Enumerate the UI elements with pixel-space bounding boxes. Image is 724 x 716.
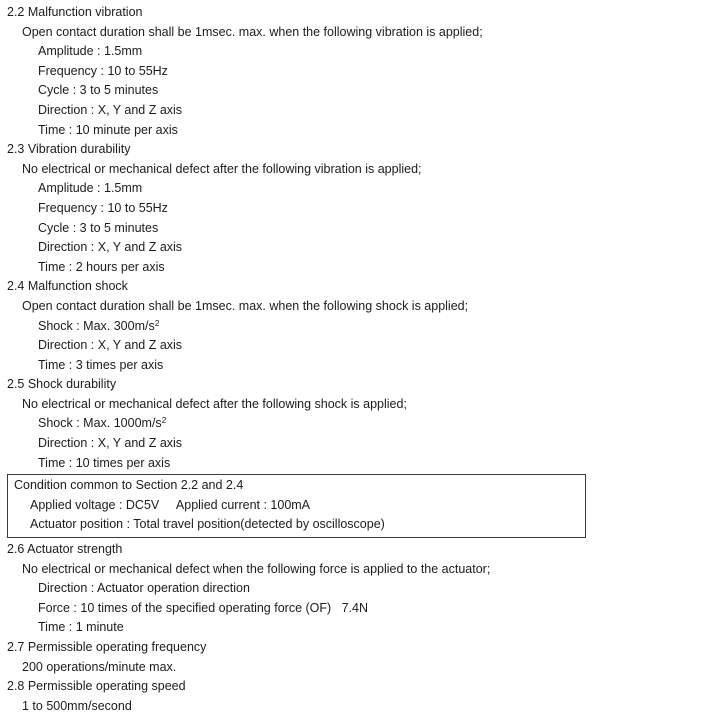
doc-line: 1 to 500mm/second: [22, 698, 132, 713]
condition-common-box: [7, 474, 586, 538]
section-heading: 2.6 Actuator strength: [7, 542, 123, 557]
doc-line: Direction : X, Y and Z axis: [38, 102, 183, 117]
doc-line: Applied voltage : DC5V Applied current : 100mA: [30, 497, 311, 512]
doc-line: No electrical or mechanical defect after the following shock is applied;: [22, 396, 407, 411]
doc-line: Time : 10 times per axis: [38, 455, 171, 470]
doc-line: 200 operations/minute max.: [22, 659, 177, 674]
doc-line: Frequency : 10 to 55Hz: [38, 63, 168, 78]
doc-line: Open contact duration shall be 1msec. max. when the following shock is applied;: [22, 298, 469, 313]
doc-line: Direction : X, Y and Z axis: [38, 240, 183, 255]
doc-line: Amplitude : 1.5mm: [38, 44, 143, 59]
doc-line: Amplitude : 1.5mm: [38, 181, 143, 196]
section-heading: 2.2 Malfunction vibration: [7, 5, 143, 19]
superscript: 2: [154, 317, 160, 328]
doc-line: Shock : Max. $300m/s^2$: [38, 317, 160, 333]
doc-line: Force : 10 times of the specified operating force (OF) 7.4N: [38, 600, 369, 615]
doc-line: Shock : Max. $1000m/s^2$: [38, 415, 167, 431]
doc-line: Time : 10 minute per axis: [38, 122, 178, 137]
section-heading: 2.3 Vibration durability: [7, 142, 131, 157]
doc-line: Condition common to Section 2.2 and 2.4: [14, 478, 244, 493]
doc-line: Actuator position : Total travel position(detected by oscilloscope): [30, 517, 385, 532]
section-heading: 2.5 Shock durability: [7, 377, 117, 392]
doc-line: Frequency : 10 to 55Hz: [38, 200, 168, 215]
section-heading: 2.8 Permissible operating speed: [7, 679, 186, 694]
section-heading: 2.7 Permissible operating frequency: [7, 640, 207, 654]
doc-line: Time : 2 hours per axis: [38, 259, 165, 274]
superscript: 2: [161, 415, 167, 426]
section-heading: 2.4 Malfunction shock: [7, 279, 128, 294]
doc-line: Direction : Actuator operation direction: [38, 581, 250, 596]
doc-line: Time : 1 minute: [38, 620, 124, 635]
doc-line: No electrical or mechanical defect when the following force is applied to the actuator;: [22, 561, 491, 576]
doc-line: Cycle : 3 to 5 minutes: [38, 83, 159, 98]
doc-line: Open contact duration shall be 1msec. max. when the following vibration is applied;: [22, 24, 483, 39]
doc-line: No electrical or mechanical defect after the following vibration is applied;: [22, 161, 422, 176]
doc-line: Direction : X, Y and Z axis: [38, 338, 183, 353]
doc-line: Time : 3 times per axis: [38, 357, 164, 372]
doc-line: Direction : X, Y and Z axis: [38, 436, 183, 451]
doc-line: Cycle : 3 to 5 minutes: [38, 220, 159, 235]
